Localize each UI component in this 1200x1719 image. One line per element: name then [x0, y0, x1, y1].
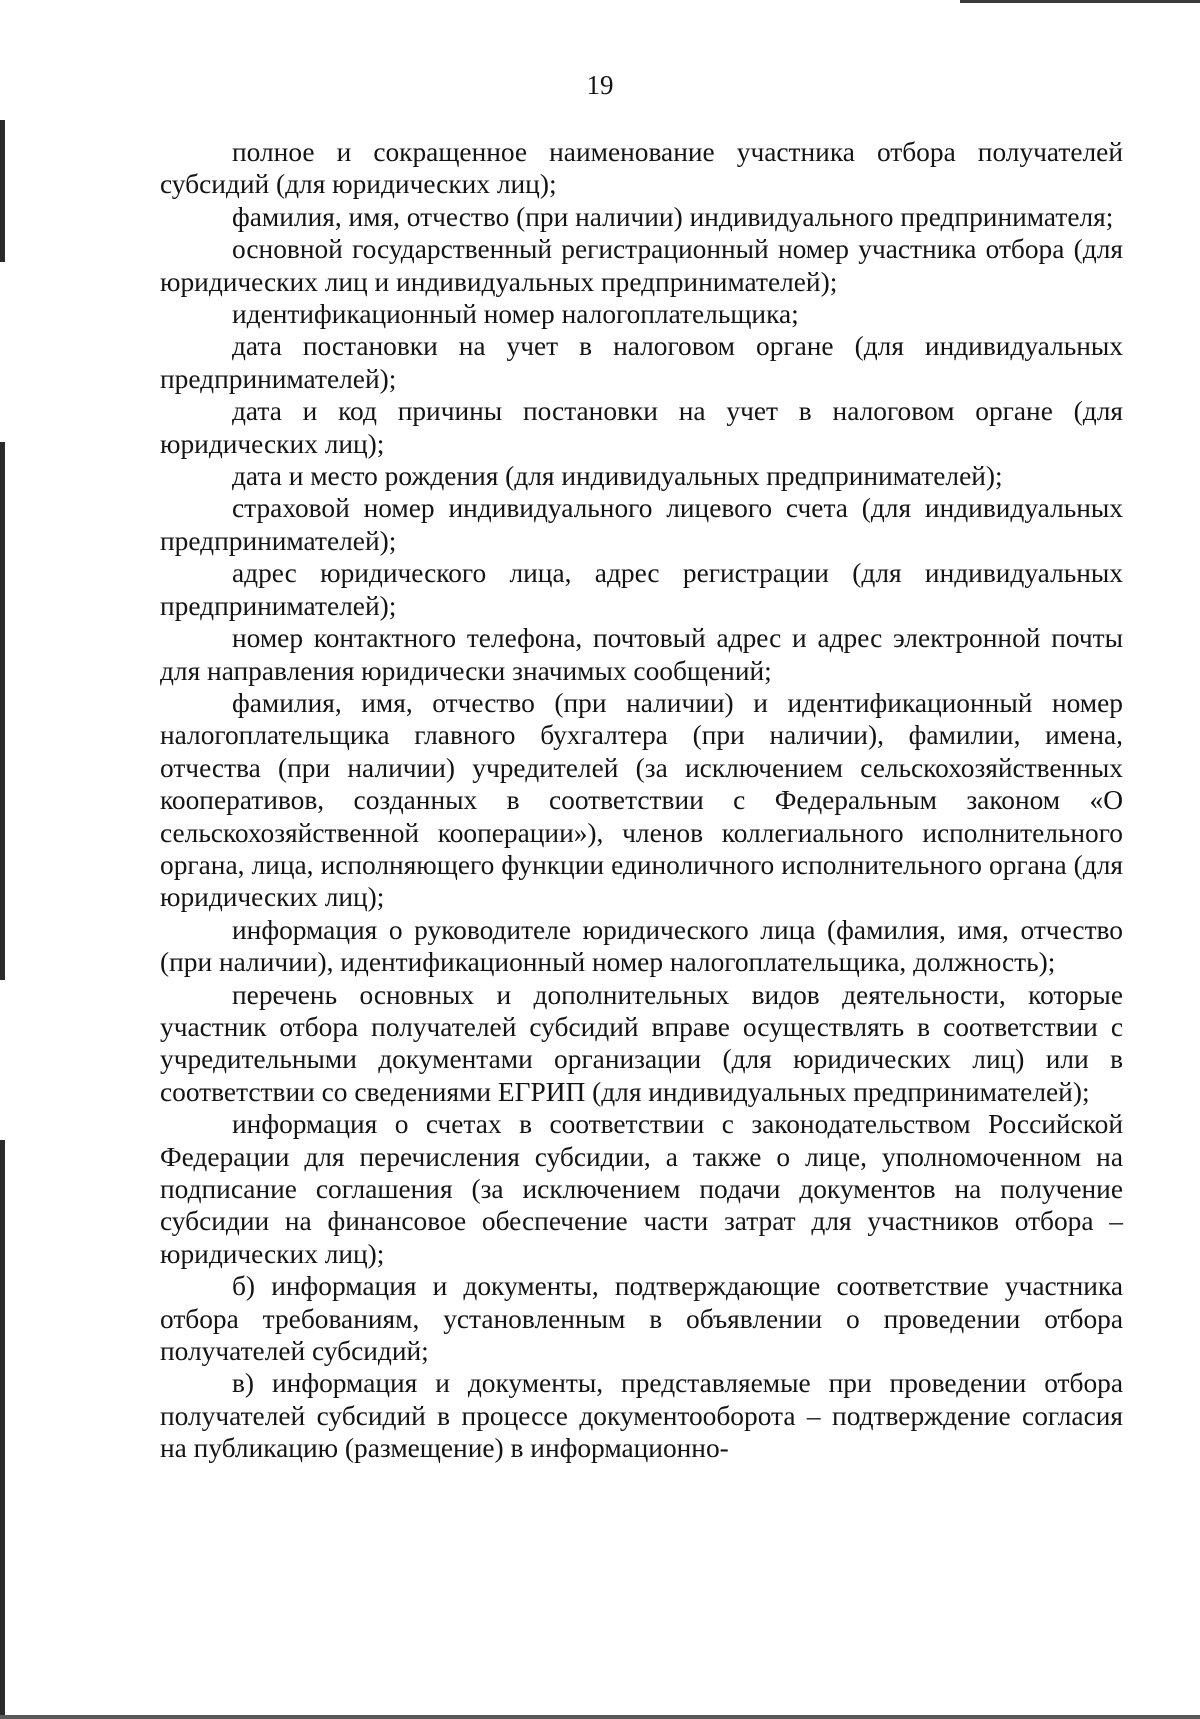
paragraph: идентификационный номер налогоплательщика;	[232, 299, 799, 330]
paragraph: номер контактного телефона, почтовый адрес и адрес электронной почты для направления юридически значимых сообщений;	[160, 623, 1123, 686]
paragraph: информация о счетах в соответствии с законодательством Российской Федерации для перечисления субсидии, а также о лице, уполномоченном на подписание соглашения (за исключением подачи документов на получение субсидии на финансовое обеспечение части затрат для участников отбора – юридических лиц);	[160, 1109, 1123, 1269]
scan-edge-top	[960, 0, 1200, 3]
paragraph: основной государственный регистрационный номер участника отбора (для юридических лиц и индивидуальных предпринимателей);	[160, 234, 1123, 297]
paragraph: дата и код причины постановки на учет в налоговом органе (для юридических лиц);	[160, 396, 1123, 459]
paragraph: перечень основных и дополнительных видов деятельности, которые участник отбора получателей субсидий вправе осуществлять в соответствии с учредительными документами организации (для юридических лиц) или в соответствии со сведениями ЕГРИП (для индивидуальных предпринимателей);	[160, 979, 1123, 1107]
paragraph: фамилия, имя, отчество (при наличии) индивидуального предпринимателя;	[232, 201, 1114, 232]
paragraph: дата и место рождения (для индивидуальных предпринимателей);	[232, 461, 1003, 492]
paragraph: в) информация и документы, представляемые при проведении отбора получателей субсидий в процессе документооборота – подтверждение согласия на публикацию (размещение) в информационно-	[160, 1368, 1123, 1464]
paragraph: фамилия, имя, отчество (при наличии) и идентификационный номер налогоплательщика главного бухгалтера (при наличии), фамилии, имена, отчества (при наличии) учредителей (за исключением сельскохозяйственных кооперативов, созданных в соответствии с Федеральным законом «О сельскохозяйственной кооперации»), членов коллегиального исполнительного органа, лица, исполняющего функции единоличного исполнительного органа (для юридических лиц);	[160, 687, 1123, 913]
page-number: 19	[586, 70, 614, 100]
paragraph: дата постановки на учет в налоговом органе (для индивидуальных предпринимателей);	[160, 331, 1123, 394]
document-body	[160, 136, 1123, 1465]
scan-edge-left	[0, 0, 5, 1719]
paragraph: б) информация и документы, подтверждающие соответствие участника отбора требованиям, установленным в объявлении о проведении отбора получателей субсидий;	[160, 1271, 1123, 1367]
scan-edge-bottom	[0, 1715, 1200, 1719]
paragraph: полное и сокращенное наименование участника отбора получателей субсидий (для юридических лиц);	[160, 137, 1123, 200]
paragraph: адрес юридического лица, адрес регистрации (для индивидуальных предпринимателей);	[160, 558, 1123, 621]
paragraph: страховой номер индивидуального лицевого счета (для индивидуальных предпринимателей);	[160, 493, 1123, 556]
paragraph: информация о руководителе юридического лица (фамилия, имя, отчество (при наличии), идентификационный номер налогоплательщика, должность);	[160, 914, 1123, 978]
